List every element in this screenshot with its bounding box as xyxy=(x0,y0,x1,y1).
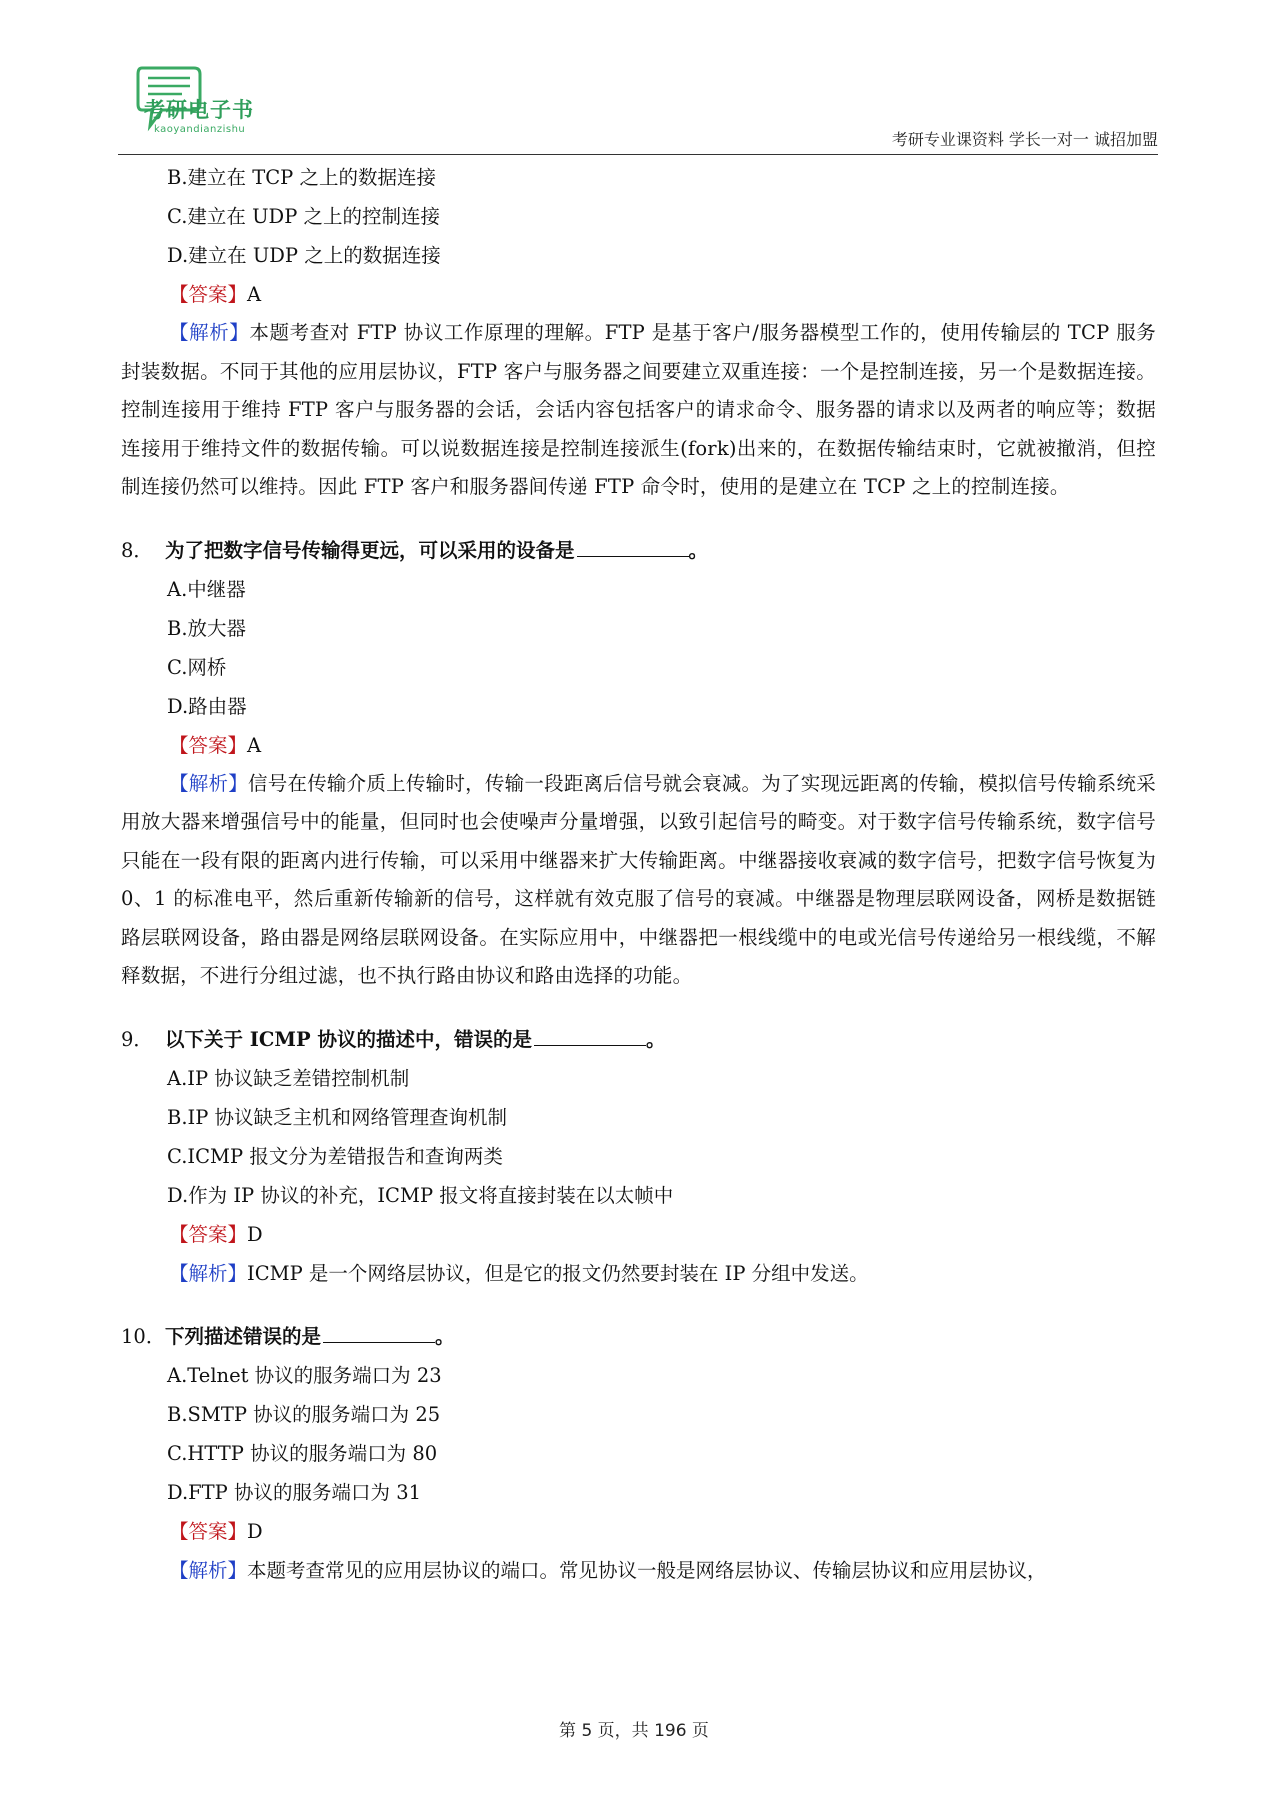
analysis-text: 本题考查常见的应用层协议的端口。常见协议一般是网络层协议、传输层协议和应用层协议， xyxy=(247,1558,1047,1582)
q8-option-b: B.放大器 xyxy=(167,616,247,640)
prev-analysis xyxy=(121,314,1156,507)
answer-label: 【答案】 xyxy=(169,1519,248,1543)
answer-blank xyxy=(577,538,689,557)
q8-option-a: A.中继器 xyxy=(167,577,246,601)
prev-answer xyxy=(121,275,1156,314)
question-10 xyxy=(121,1317,1156,1356)
answer-blank xyxy=(323,1324,435,1343)
answer-value: A xyxy=(247,283,262,306)
question-stem: 为了把数字信号传输得更远，可以采用的设备是 xyxy=(165,538,575,562)
question-9 xyxy=(121,1020,1156,1059)
question-end: 。 xyxy=(645,1027,666,1051)
prev-option-c: C.建立在 UDP 之上的控制连接 xyxy=(167,205,441,228)
answer-value: D xyxy=(247,1222,263,1246)
answer-value: D xyxy=(247,1519,263,1543)
answer-value: A xyxy=(247,733,262,757)
q10-option-c: C.HTTP 协议的服务端口为 80 xyxy=(167,1441,438,1465)
question-end: 。 xyxy=(688,538,709,562)
question-end: 。 xyxy=(435,1324,455,1348)
header-tagline: 考研专业课资料 学长一对一 诚招加盟 xyxy=(891,130,1158,149)
q10-answer xyxy=(121,1512,1156,1551)
analysis-text: 本题考查对 FTP 协议工作原理的理解。FTP 是基于客户/服务器模型工作的，使用传输层的 TCP 服务封装数据。不同于其他的应用层协议，FTP 客户与服务器之间要建立双重连接：一个是控制连接，另一个是数据连接。控制连接用于维持 FTP 客户与服务器的会话，会话内容包括客户的请求命令、服务器的请求以及两者的响应等；数据连接用于维持文件的数据传输。可以说数据连接是控制连接派生(fork)出来的，在数据传输结束时，它就被撤消，但控制连接仍然可以维持。因此 FTP 客户和服务器间传递 FTP 命令时，使用的是建立在 TCP 之上的控制连接。 xyxy=(121,321,1156,498)
q8-answer xyxy=(121,726,1156,765)
answer-label: 【答案】 xyxy=(169,283,248,306)
q9-answer xyxy=(121,1215,1156,1254)
q9-option-a: A.IP 协议缺乏差错控制机制 xyxy=(167,1066,410,1090)
prev-option-d: D.建立在 UDP 之上的数据连接 xyxy=(167,244,441,267)
analysis-label: 【解析】 xyxy=(169,1558,248,1582)
question-number: 9． xyxy=(121,1027,153,1051)
question-stem: 下列描述错误的是 xyxy=(165,1324,322,1348)
prev-option-b: B.建立在 TCP 之上的数据连接 xyxy=(167,166,436,189)
q8-option-c: C.网桥 xyxy=(167,655,227,679)
analysis-label: 【解析】 xyxy=(169,321,250,344)
page-header xyxy=(118,50,1158,158)
analysis-text: 信号在传输介质上传输时，传输一段距离后信号就会衰减。为了实现远距离的传输，模拟信号传输系统采用放大器来增强信号中的能量，但同时也会使噪声分量增强，以致引起信号的畸变。对于数字信号传输系统，数字信号只能在一段有限的距离内进行传输，可以采用中继器来扩大传输距离。中继器接收衰减的数字信号，把数字信号恢复为 0、1 的标准电平，然后重新传输新的信号，这样就有效克服了信号的衰减。中继器是物理层联网设备，网桥是数据链路层联网设备，路由器是网络层联网设备。在实际应用中，中继器把一根线缆中的电或光信号传递给另一根线缆，不解释数据，不进行分组过滤，也不执行路由协议和路由选择的功能。 xyxy=(121,771,1156,987)
logo-text: 考研电子书 xyxy=(144,98,254,122)
q9-option-b: B.IP 协议缺乏主机和网络管理查询机制 xyxy=(167,1105,508,1129)
q9-option-c: C.ICMP 报文分为差错报告和查询两类 xyxy=(167,1144,503,1168)
q10-option-b: B.SMTP 协议的服务端口为 25 xyxy=(167,1402,441,1426)
q10-option-a: A.Telnet 协议的服务端口为 23 xyxy=(167,1363,442,1387)
analysis-text: ICMP 是一个网络层协议，但是它的报文仍然要封装在 IP 分组中发送。 xyxy=(247,1261,869,1285)
q9-option-d: D.作为 IP 协议的补充，ICMP 报文将直接封装在以太帧中 xyxy=(167,1183,674,1207)
answer-label: 【答案】 xyxy=(169,733,248,757)
question-number: 10． xyxy=(121,1324,166,1348)
logo-subtitle: kaoyandianzishu xyxy=(154,124,246,135)
analysis-label: 【解析】 xyxy=(169,1261,248,1285)
page-content xyxy=(121,158,1156,1590)
q10-analysis xyxy=(121,1551,1156,1590)
analysis-label: 【解析】 xyxy=(169,771,248,795)
question-number: 8． xyxy=(121,538,153,562)
q10-option-d: D.FTP 协议的服务端口为 31 xyxy=(167,1480,422,1504)
answer-blank xyxy=(534,1027,646,1046)
answer-label: 【答案】 xyxy=(169,1222,248,1246)
page-footer: 第 5 页，共 196 页 xyxy=(559,1721,709,1741)
q8-option-d: D.路由器 xyxy=(167,694,247,718)
question-8 xyxy=(121,531,1156,570)
question-stem: 以下关于 ICMP 协议的描述中，错误的是 xyxy=(165,1027,532,1051)
q9-analysis xyxy=(121,1254,1156,1293)
header-divider xyxy=(118,154,1158,155)
q8-analysis xyxy=(121,765,1156,996)
